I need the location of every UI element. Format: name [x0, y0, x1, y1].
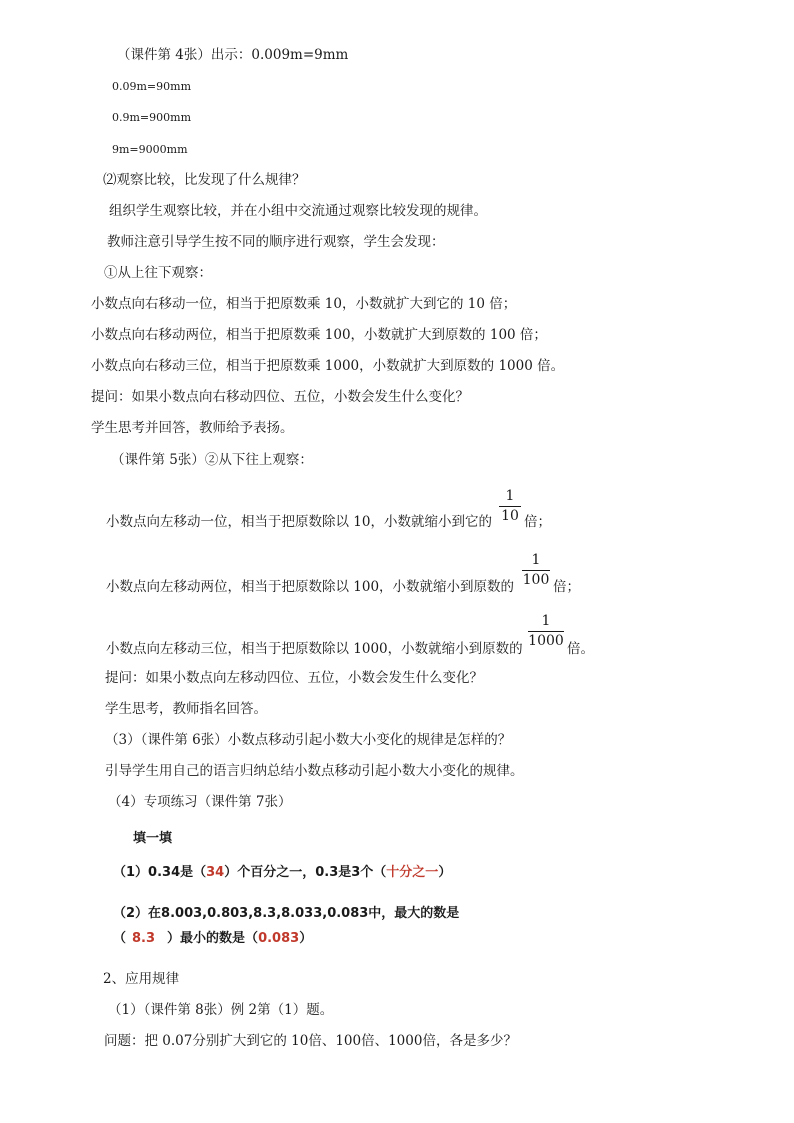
fraction-numerator: 1 [505, 488, 515, 504]
fraction-denominator: 10 [501, 508, 519, 524]
fraction-numerator: 1 [541, 613, 551, 629]
exercise-title: 填一填 [133, 831, 173, 846]
text-line: 小数点向右移动两位，相当于把原数乘 100，小数就扩大到原数的 100 倍； [91, 327, 547, 343]
fraction [528, 612, 564, 649]
fraction-numerator: 1 [531, 552, 541, 568]
exercise-question-2: （2）在8.003,0.803,8.3,8.033,0.083中，最大的数是 [113, 906, 460, 921]
question-text: （ [113, 931, 127, 946]
question-text: （1）0.34是（ [113, 865, 207, 880]
answer-34: 34 [206, 865, 225, 880]
exercise-question-2-answers [113, 930, 312, 948]
exercise-question-1 [113, 864, 451, 882]
fraction-bar [499, 506, 521, 507]
text-line: （课件第 5张）②从下往上观察： [111, 452, 313, 468]
text-line: 小数点向右移动三位，相当于把原数乘 1000，小数就扩大到原数的 1000 倍。 [91, 358, 565, 374]
question-text: ） [438, 865, 452, 880]
section-heading: 2、应用规律 [103, 971, 180, 987]
text-line: （1）（课件第 8张）例 2第（1）题。 [108, 1002, 334, 1018]
text-line: （4）专项练习（课件第 7张） [108, 794, 292, 810]
text-line: 倍。 [567, 641, 594, 657]
text-line: 提问：如果小数点向右移动四位、五位，小数会发生什么变化？ [91, 389, 469, 405]
question-text: ）个百分之一，0.3是3个（ [224, 865, 387, 880]
text-line: （3）（课件第 6张）小数点移动引起小数大小变化的规律是怎样的？ [105, 732, 512, 748]
fraction-bar [522, 570, 550, 571]
text-line: 倍； [524, 514, 551, 530]
text-line: 小数点向左移动三位，相当于把原数除以 1000，小数就缩小到原数的 [106, 641, 523, 657]
answer-tenth: 十分之一 [386, 865, 439, 880]
fraction [522, 551, 550, 588]
text-line: 小数点向左移动两位，相当于把原数除以 100，小数就缩小到原数的 [106, 579, 515, 595]
text-line: 问题：把 0.07分别扩大到它的 10倍、100倍、1000倍，各是多少？ [104, 1033, 517, 1049]
answer-smallest: 0.083 [258, 931, 300, 946]
text-line: 0.9m=900mm [112, 111, 191, 124]
text-line: ①从上往下观察： [104, 265, 212, 281]
text-line: 学生思考并回答，教师给予表扬。 [91, 420, 294, 436]
text-line: 倍； [553, 579, 580, 595]
text-line: （课件第 4张）出示：0.009m=9mm [117, 47, 349, 63]
fraction [499, 487, 521, 524]
text-line: 学生思考，教师指名回答。 [105, 701, 267, 717]
text-line: 引导学生用自己的语言归纳总结小数点移动引起小数大小变化的规律。 [105, 763, 524, 779]
text-line: 提问：如果小数点向左移动四位、五位，小数会发生什么变化？ [105, 670, 483, 686]
text-line: ⑵观察比较，比发现了什么规律？ [103, 172, 306, 188]
fraction-denominator: 100 [522, 572, 550, 588]
fraction-bar [528, 631, 564, 632]
text-line: 小数点向左移动一位，相当于把原数除以 10，小数就缩小到它的 [106, 514, 492, 530]
fraction-denominator: 1000 [528, 633, 564, 649]
text-line: 0.09m=90mm [112, 80, 191, 93]
question-text: ） [299, 931, 313, 946]
question-text: ）最小的数是（ [167, 931, 259, 946]
text-line: 组织学生观察比较，并在小组中交流通过观察比较发现的规律。 [109, 203, 487, 219]
answer-largest: 8.3 [132, 931, 156, 946]
text-line: 教师注意引导学生按不同的顺序进行观察，学生会发现： [107, 234, 445, 250]
text-line: 9m=9000mm [112, 143, 188, 156]
text-line: 小数点向右移动一位，相当于把原数乘 10，小数就扩大到它的 10 倍； [91, 296, 517, 312]
